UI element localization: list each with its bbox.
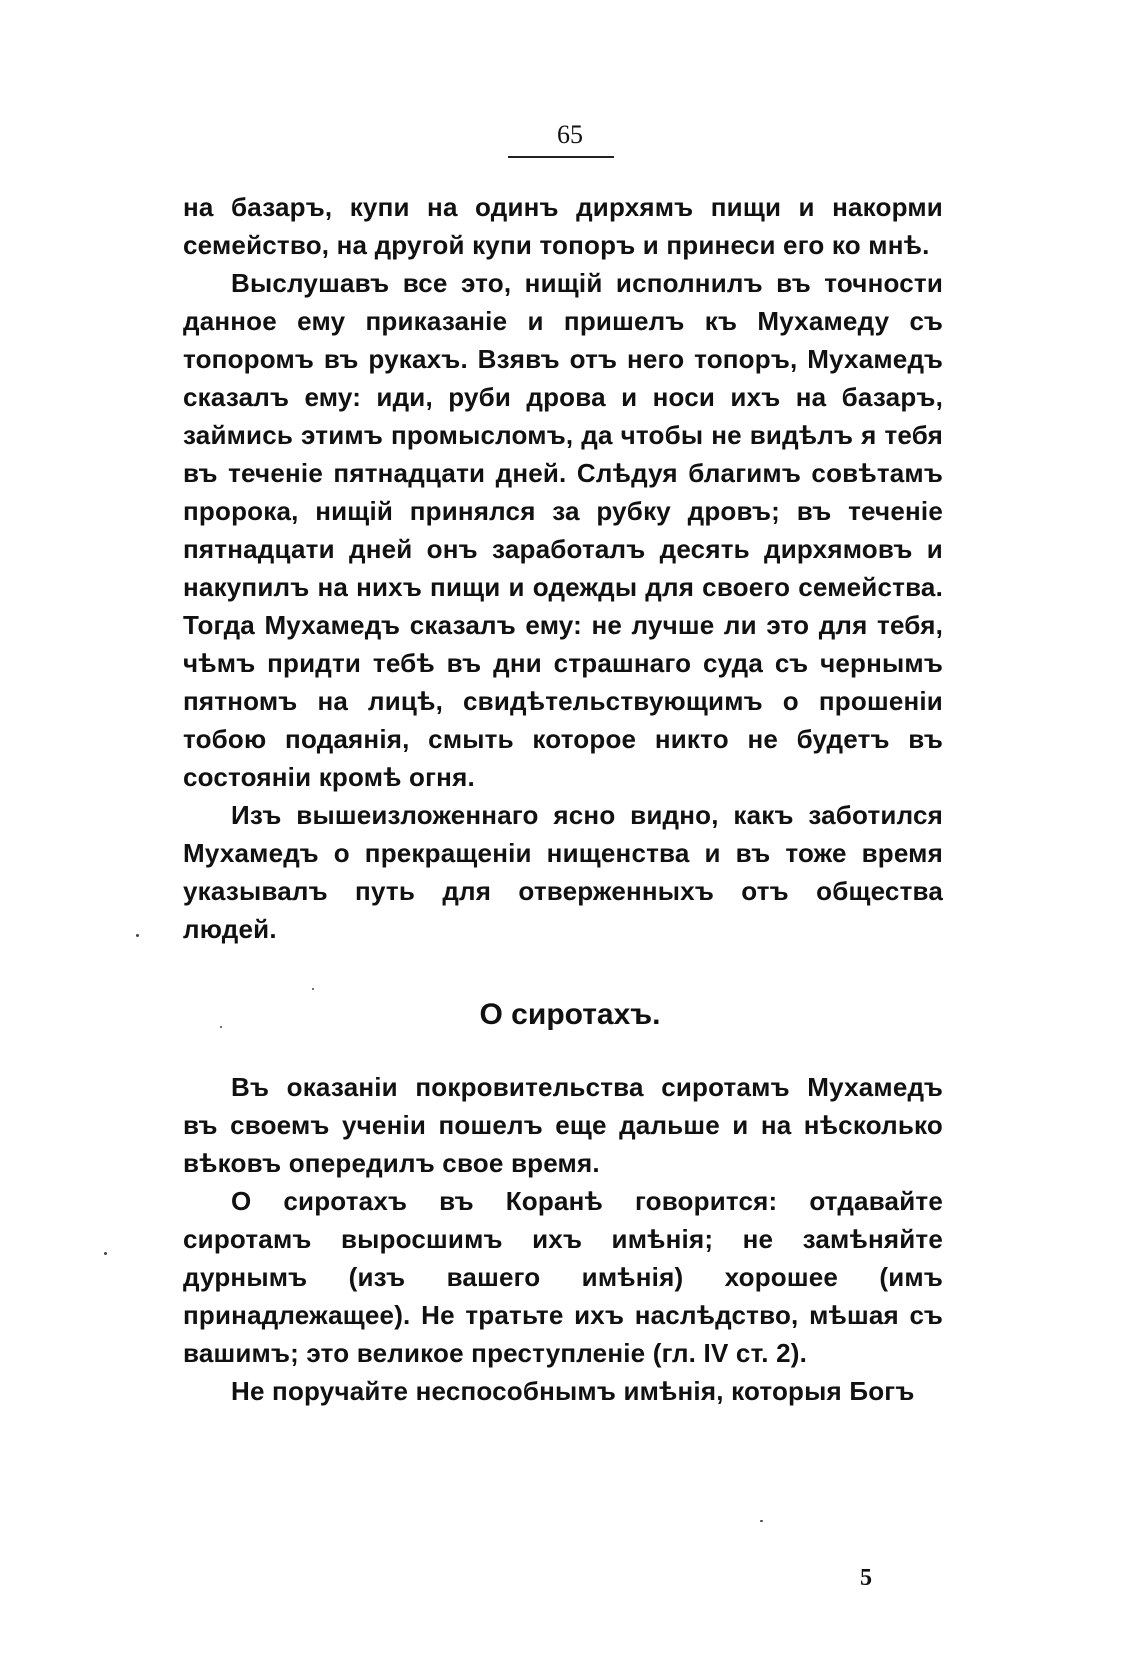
page-number-rule [508,156,614,158]
paragraph-final-line: Не поручайте неспособнымъ имѣнія, которыя Богъ [231,1376,915,1406]
scan-speck [760,1520,763,1522]
text-block-part2 [183,1068,943,1410]
scan-speck [312,988,314,990]
paragraph-beggar-story: Выслушавъ все это, нищій исполнилъ въ точности данное ему приказаніе и пришелъ къ Мухамеду съ топоромъ въ рукахъ. Взявъ отъ него топоръ, Мухамедъ сказалъ ему: иди, руби дрова и носи ихъ на базаръ, займись этимъ промысломъ, да чтобы не видѣлъ я тебя въ теченіе пятнадцати дней. Слѣдуя благимъ совѣтамъ пророка, нищій принялся за рубку дровъ; въ теченіе пятнадцати дней онъ заработалъ десять дирхямовъ и накупилъ на нихъ пищи и одежды для своего семейства. Тогда Мухамедъ сказалъ ему: не лучше ли это для тебя, чѣмъ придти тебѣ въ дни страшнаго суда съ чернымъ пятномъ на лицѣ, свидѣтельствующимъ о прошеніи тобою подаянія, смыть которое никто не будетъ въ состояніи кромѣ огня. [183,268,943,792]
paragraph-continuation: на базаръ, купи на одинъ дирхямъ пищи и накорми семейство, на другой купи топоръ и принеси его ко мнѣ. [183,192,943,260]
page-number: 65 [557,120,583,149]
section-title: О сиротахъ. [479,998,661,1031]
paragraph-orphans-intro: Въ оказаніи покровительства сиротамъ Мухамедъ въ своемъ ученіи пошелъ еще дальше и на нѣсколько вѣковъ опередилъ свое время. [183,1072,943,1178]
scan-speck [220,1026,222,1028]
signature-mark: 5 [860,1565,872,1591]
scan-speck [104,1252,107,1255]
scan-speck [136,934,139,937]
paragraph-koran-quote: О сиротахъ въ Коранѣ говорится: отдавайте сиротамъ выросшимъ ихъ имѣнія; не замѣняйте дурнымъ (изъ вашего имѣнія) хорошее (имъ принадлежащее). Не тратьте ихъ наслѣдство, мѣшая съ вашимъ; это великое преступленіе (гл. IV ст. 2). [183,1186,943,1368]
text-block-part1 [183,188,943,948]
paragraph-conclusion: Изъ вышеизложеннаго ясно видно, какъ заботился Мухамедъ о прекращеніи нищенства и въ тоже время указывалъ путь для отверженныхъ отъ общества людей. [183,800,943,944]
